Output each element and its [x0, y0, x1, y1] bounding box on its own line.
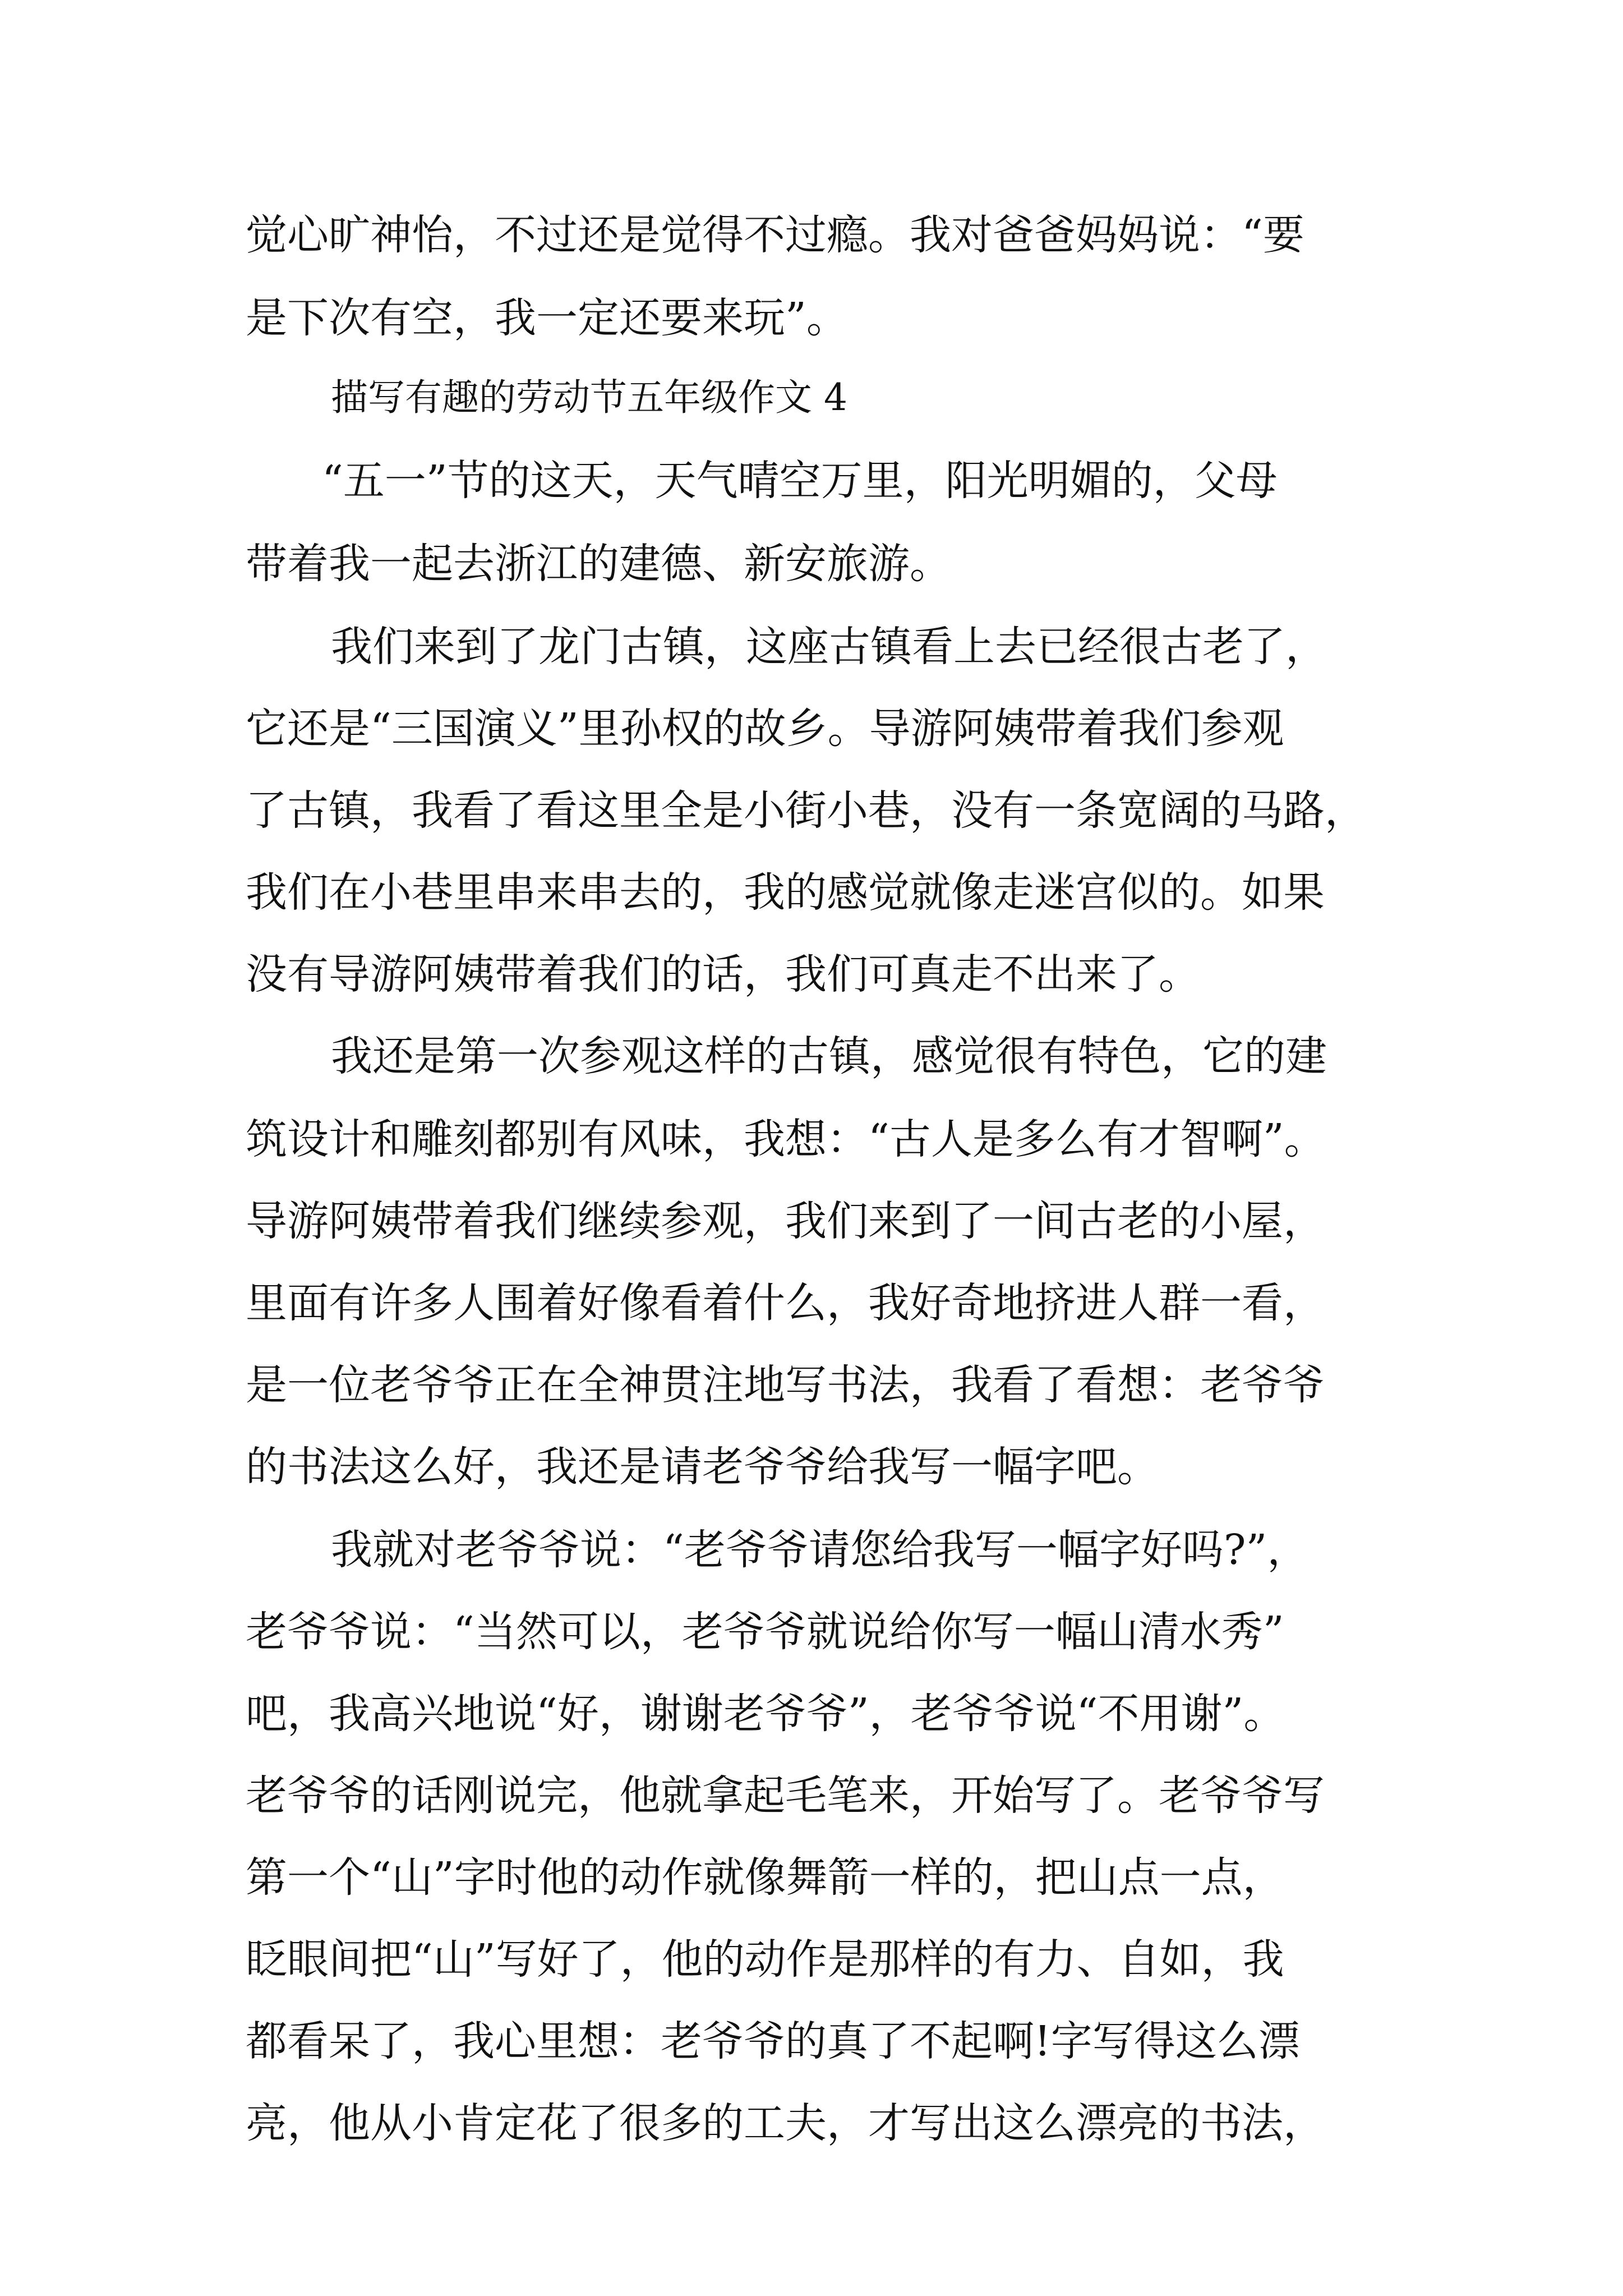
text-line [246, 868, 1623, 917]
line-text: 里面有许多人围着好像看着什么，我好奇地挤进人群一看， [246, 1279, 1325, 1327]
text-line [246, 2099, 1623, 2147]
line-text: 我们来到了龙门古镇，这座古镇看上去已经很古老了， [331, 623, 1327, 671]
line-text: 筑设计和雕刻都别有风味，我想：“古人是多么有才智啊”。 [246, 1115, 1326, 1163]
line-text: 觉心旷神怡，不过还是觉得不过瘾。我对爸爸妈妈说：“要 [246, 211, 1304, 259]
line-text: 我还是第一次参观这样的古镇，感觉很有特色，它的建 [331, 1032, 1327, 1080]
section-title-text: 描写有趣的劳动节五年级作文 4 [331, 376, 847, 419]
text-line [331, 1526, 1623, 1574]
text-line [246, 705, 1623, 753]
text-line [322, 457, 1623, 505]
line-text: 它还是“三国演义”里孙权的故乡。导游阿姨带着我们参观 [246, 705, 1284, 753]
text-line [246, 2017, 1623, 2065]
text-line [331, 623, 1623, 671]
line-text: 吧，我高兴地说“好，谢谢老爷爷”，老爷爷说“不用谢”。 [246, 1690, 1285, 1738]
line-text: “五一”节的这天，天气晴空万里，阳光明媚的，父母 [322, 457, 1278, 505]
text-line [246, 1853, 1623, 1902]
line-text: 的书法这么好，我还是请老爷爷给我写一幅字吧。 [246, 1443, 1159, 1491]
line-text: 眨眼间把“山”写好了，他的动作是那样的有力、自如，我 [246, 1935, 1284, 1984]
line-text: 都看呆了，我心里想：老爷爷的真了不起啊!字写得这么漂 [246, 2017, 1300, 2065]
text-line [331, 1032, 1623, 1080]
line-text: 我就对老爷爷说：“老爷爷请您给我写一幅字好吗?”， [331, 1526, 1309, 1574]
line-text: 是一位老爷爷正在全神贯注地写书法，我看了看想：老爷爷 [246, 1361, 1325, 1409]
text-line [246, 1361, 1623, 1409]
text-line [246, 1772, 1623, 1820]
text-line [246, 786, 1623, 835]
line-text: 没有导游阿姨带着我们的话，我们可真走不出来了。 [246, 950, 1200, 999]
text-line [246, 1935, 1623, 1984]
text-line [246, 950, 1623, 999]
line-text: 是下次有空，我一定还要来玩”。 [246, 294, 848, 342]
line-text: 我们在小巷里串来串去的，我的感觉就像走迷宫似的。如果 [246, 868, 1325, 917]
line-text: 了古镇，我看了看这里全是小街小巷，没有一条宽阔的马路， [246, 786, 1366, 835]
line-text: 导游阿姨带着我们继续参观，我们来到了一间古老的小屋， [246, 1197, 1325, 1245]
line-text: 带着我一起去浙江的建德、新安旅游。 [246, 540, 951, 588]
text-line [246, 1608, 1623, 1656]
line-text: 老爷爷的话刚说完，他就拿起毛笔来，开始写了。老爷爷写 [246, 1772, 1325, 1820]
line-text: 第一个“山”字时他的动作就像舞箭一样的，把山点一点， [246, 1853, 1284, 1902]
line-text: 老爷爷说：“当然可以，老爷爷就说给你写一幅山清水秀” [246, 1608, 1284, 1656]
section-title [331, 376, 1623, 419]
line-text: 亮，他从小肯定花了很多的工夫，才写出这么漂亮的书法， [246, 2099, 1325, 2147]
text-line [246, 1690, 1623, 1738]
text-line [246, 1279, 1623, 1327]
text-line [246, 540, 1623, 588]
text-line [246, 1115, 1623, 1163]
text-line [246, 211, 1623, 259]
text-line [246, 1197, 1623, 1245]
text-line [246, 294, 1623, 342]
text-line [246, 1443, 1623, 1491]
